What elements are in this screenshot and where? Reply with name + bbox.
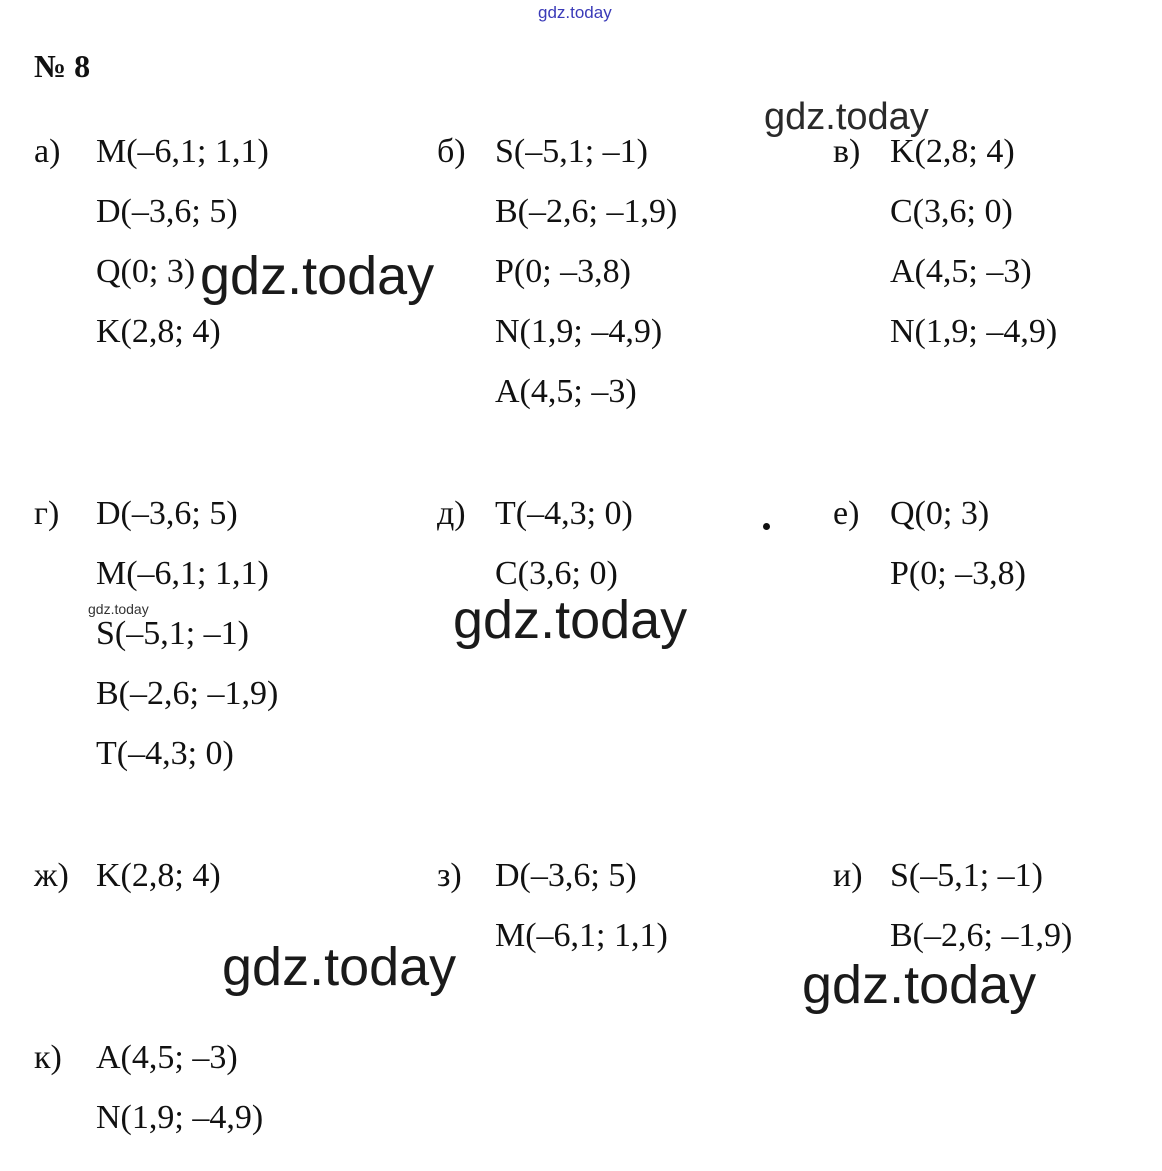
group-label-e: е)	[833, 495, 860, 532]
point-line: N(1,9; –4,9)	[495, 313, 663, 350]
point-line: C(3,6; 0)	[890, 193, 1013, 230]
point-line: S(–5,1; –1)	[890, 857, 1043, 894]
point-line: M(–6,1; 1,1)	[96, 133, 269, 170]
group-points-k	[96, 1038, 263, 1158]
point-line: T(–4,3; 0)	[495, 495, 633, 532]
point-line: M(–6,1; 1,1)	[96, 555, 269, 592]
group-points-v	[890, 132, 1057, 372]
group-label-zh: ж)	[34, 857, 69, 894]
watermark: gdz.today	[453, 590, 688, 650]
point-line: N(1,9; –4,9)	[890, 313, 1058, 350]
group-label-b: б)	[437, 133, 466, 170]
group-label-i: и)	[833, 857, 863, 894]
group-label-g: г)	[34, 495, 60, 532]
point-line: M(–6,1; 1,1)	[495, 917, 668, 954]
group-label-a: а)	[34, 133, 61, 170]
group-label-d: д)	[437, 495, 466, 532]
watermark: gdz.today	[222, 937, 457, 997]
point-line: A(4,5; –3)	[495, 373, 637, 410]
watermark-top: gdz.today	[538, 3, 612, 22]
point-line: S(–5,1; –1)	[495, 133, 648, 170]
group-points-g	[96, 494, 278, 794]
group-label-k: к)	[34, 1039, 62, 1076]
problem-number: № 8	[34, 48, 91, 84]
watermark: gdz.today	[200, 246, 435, 306]
point-line: D(–3,6; 5)	[96, 495, 238, 532]
point-line: A(4,5; –3)	[890, 253, 1032, 290]
group-label-z: з)	[437, 857, 462, 894]
point-line: B(–2,6; –1,9)	[890, 917, 1073, 954]
point-line: Q(0; 3)	[96, 253, 196, 290]
point-line: D(–3,6; 5)	[96, 193, 238, 230]
point-line: P(0; –3,8)	[890, 555, 1026, 592]
point-line: P(0; –3,8)	[495, 253, 631, 290]
group-points-e	[890, 494, 1026, 614]
watermark: gdz.today	[802, 955, 1037, 1015]
group-label-v: в)	[833, 133, 861, 170]
point-line: A(4,5; –3)	[96, 1039, 238, 1076]
group-points-zh	[96, 856, 221, 916]
point-line: T(–4,3; 0)	[96, 735, 234, 772]
group-points-b	[495, 132, 677, 432]
watermark: gdz.today	[764, 96, 929, 138]
dot-mark	[763, 523, 770, 530]
point-line: C(3,6; 0)	[495, 555, 618, 592]
group-points-z	[495, 856, 668, 976]
point-line: K(2,8; 4)	[890, 133, 1015, 170]
point-line: B(–2,6; –1,9)	[96, 675, 279, 712]
point-line: S(–5,1; –1)	[96, 615, 249, 652]
point-line: K(2,8; 4)	[96, 857, 221, 894]
point-line: D(–3,6; 5)	[495, 857, 637, 894]
point-line: B(–2,6; –1,9)	[495, 193, 678, 230]
watermark: gdz.today	[88, 601, 149, 617]
point-line: N(1,9; –4,9)	[96, 1099, 264, 1136]
point-line: Q(0; 3)	[890, 495, 990, 532]
point-line: K(2,8; 4)	[96, 313, 221, 350]
